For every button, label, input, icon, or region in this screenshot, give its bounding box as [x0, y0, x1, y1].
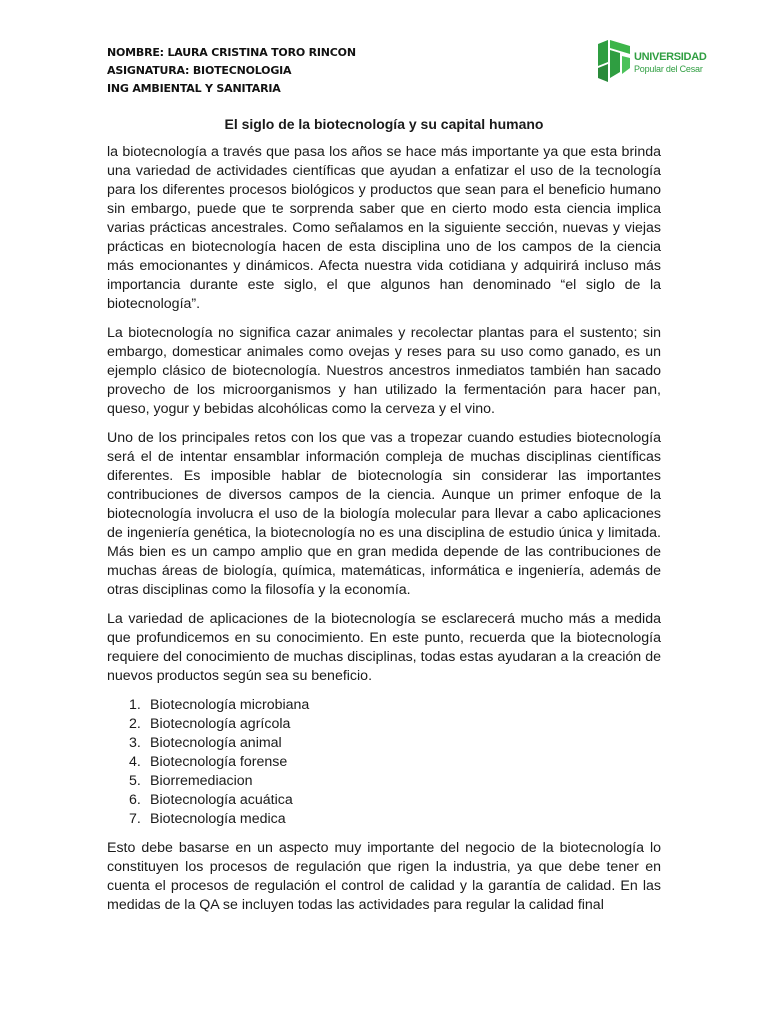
list-number: 3.: [129, 735, 141, 751]
program-line: ING AMBIENTAL Y SANITARIA: [107, 82, 281, 95]
list-item: [107, 734, 661, 753]
list-item: [107, 791, 661, 810]
paragraph-1: la biotecnología a través que pasa los años se hace más importante ya que esta brinda una variedad de actividades científicas que ayudan a enfatizar el uso de la tecnología para los diferentes procesos biológicos y productos que sean para el beneficio humano sin embargo, puede que te sorprenda saber que en cierto modo esta ciencia implica varias prácticas ancestrales. Como señalamos en la siguiente sección, nuevas y viejas prácticas en biotecnología hacen de esta disciplina uno de los campos de la ciencia más emocionantes y dinámicos. Afecta nuestra vida cotidiana y adquirirá incluso más importancia durante este siglo, el que algunos han denominado “el siglo de la biotecnología”.: [107, 144, 661, 312]
list-number: 7.: [129, 811, 141, 827]
university-emblem-icon: [596, 38, 632, 84]
list-item: [107, 715, 661, 734]
list-text: Biotecnología medica: [150, 811, 286, 827]
list-number: 2.: [129, 716, 141, 732]
list-item: [107, 753, 661, 772]
list-item: [107, 696, 661, 715]
list-number: 6.: [129, 792, 141, 808]
list-text: Biotecnología animal: [150, 735, 282, 751]
university-logo: [596, 38, 718, 84]
list-text: Biorremediacion: [150, 773, 253, 789]
list-text: Biotecnología microbiana: [150, 697, 310, 713]
list-item: [107, 810, 661, 829]
list-text: Biotecnología agrícola: [150, 716, 291, 732]
list-number: 4.: [129, 754, 141, 770]
logo-name: UNIVERSIDAD: [634, 51, 707, 63]
subject-line: ASIGNATURA: BIOTECNOLOGIA: [107, 64, 292, 77]
paragraph-2: La biotecnología no significa cazar animales y recolectar plantas para el sustento; sin embargo, domesticar animales como ovejas y reses para su uso como ganado, es un ejemplo clásico de biotecnología. Nuestros ancestros inmediatos también han sacado provecho de los microorganismos y han utilizado la fermentación para hacer pan, queso, yogur y bebidas alcohólicas como la cerveza y el vino.: [107, 325, 661, 417]
list-text: Biotecnología acuática: [150, 792, 293, 808]
closing-paragraph: Esto debe basarse en un aspecto muy importante del negocio de la biotecnología lo constituyen los procesos de regulación que rigen la industria, ya que debe tener en cuenta el procesos de regulación el control de calidad y la garantía de calidad. En las medidas de la QA se incluyen todas las actividades para regular la calidad final: [107, 840, 661, 913]
paragraph-3: Uno de los principales retos con los que vas a tropezar cuando estudies biotecnología será el de intentar ensamblar información compleja de muchas disciplinas científicas diferentes. Es imposible hablar de biotecnología sin considerar las importantes contribuciones de diversos campos de la ciencia. Aunque un primer enfoque de la biotecnología involucra el uso de la biología molecular para llevar a cabo aplicaciones de ingeniería genética, la biotecnología no es una disciplina de estudio única y limitada. Más bien es un campo amplio que en gran medida depende de las contribuciones de muchas áreas de biología, química, matemáticas, informática e ingeniería, además de otras disciplinas como la filosofía y la economía.: [107, 430, 661, 598]
biotech-types-list: [107, 696, 661, 829]
page-title: El siglo de la biotecnología y su capital humano: [224, 116, 544, 132]
paragraph-4: La variedad de aplicaciones de la biotecnología se esclarecerá mucho más a medida que profundicemos en su conocimiento. En este punto, recuerda que la biotecnología requiere del conocimiento de muchas disciplinas, todas estas ayudaran a la creación de nuevos productos según sea su beneficio.: [107, 611, 661, 684]
list-text: Biotecnología forense: [150, 754, 288, 770]
list-number: 1.: [129, 697, 141, 713]
list-item: [107, 772, 661, 791]
student-header: [107, 44, 356, 98]
list-number: 5.: [129, 773, 141, 789]
logo-subtitle: Popular del Cesar: [634, 64, 703, 74]
student-name: NOMBRE: LAURA CRISTINA TORO RINCON: [107, 46, 356, 59]
document-body: [107, 143, 661, 925]
